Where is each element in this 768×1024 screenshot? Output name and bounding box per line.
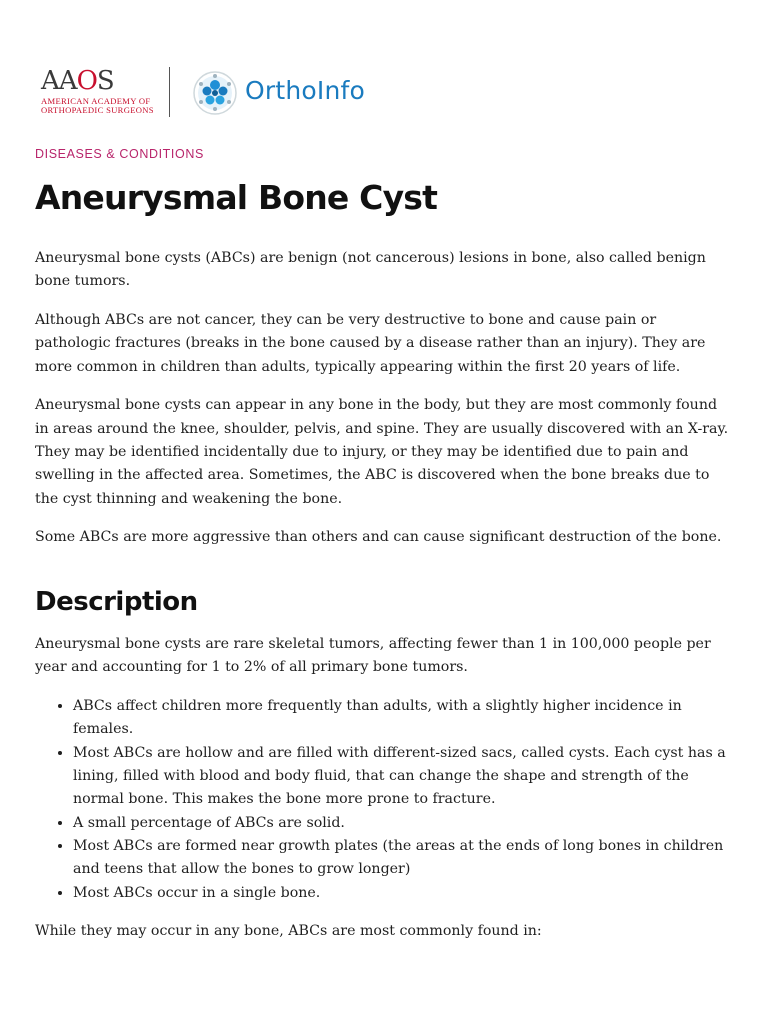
list-item: • Most ABCs occur in a single bone. [73,882,735,905]
intro-paragraph: Aneurysmal bone cysts can appear in any bone in the body, but they are most commonly found in areas around the knee, shoulder, pelvis, and spine. They are usually discovered with an X-ray. They may be identified incidentally due to injury, or they may be identified due to pain and swelling in the affected area. Sometimes, the ABC is discovered when the bone breaks due to the cyst thinning and weakening the bone. [35,397,729,507]
list-item: • A small percentage of ABCs are solid. [73,812,735,835]
description-bullet-list [35,695,735,905]
list-item: • Most ABCs are hollow and are filled with different-sized sacs, called cysts. Each cyst has a lining, filled with blood and body fluid, that can change the shape and strength of the normal bone. This makes the bone more prone to fracture. [73,742,735,812]
orthoinfo-wordmark: OrthoInfo [245,76,366,105]
orthoinfo-logo[interactable] [192,70,392,118]
aaos-logo-line1: AMERICAN ACADEMY OF [41,96,151,106]
locations-intro-paragraph: While they may occur in any bone, ABCs are most commonly found in: [35,923,542,940]
aaos-logo-line2: ORTHOPAEDIC SURGEONS [41,105,154,115]
orthoinfo-globe-icon [192,70,238,116]
description-paragraph: Aneurysmal bone cysts are rare skeletal tumors, affecting fewer than 1 in 100,000 people per year and accounting for 1 to 2% of all primary bone tumors. [35,636,711,676]
article-body [35,247,735,959]
intro-paragraph: Some ABCs are more aggressive than others and can cause significant destruction of the bone. [35,529,722,546]
aaos-logo-tagline [41,97,154,115]
aaos-logo-mark [41,66,114,96]
description-heading: Description [35,586,198,617]
aaos-logo[interactable] [41,66,153,120]
category-link[interactable]: DISEASES & CONDITIONS [35,147,204,161]
aaos-logo-letter-o: O [76,66,97,96]
list-item: • Most ABCs are formed near growth plates (the areas at the ends of long bones in children and teens that allow the bones to grow longer) [73,835,735,882]
list-item: • ABCs affect children more frequently than adults, with a slightly higher incidence in females. [73,695,735,742]
intro-paragraph: Aneurysmal bone cysts (ABCs) are benign (not cancerous) lesions in bone, also called benign bone tumors. [35,250,706,290]
intro-paragraph: Although ABCs are not cancer, they can be very destructive to bone and cause pain or pathologic fractures (breaks in the bone caused by a disease rather than an injury). They are more common in children than adults, typically appearing within the first 20 years of life. [35,312,706,375]
page-title: Aneurysmal Bone Cyst [35,178,438,217]
logo-divider [169,67,170,117]
site-header-logos [35,66,435,120]
aaos-logo-text: AAOS [41,66,114,96]
